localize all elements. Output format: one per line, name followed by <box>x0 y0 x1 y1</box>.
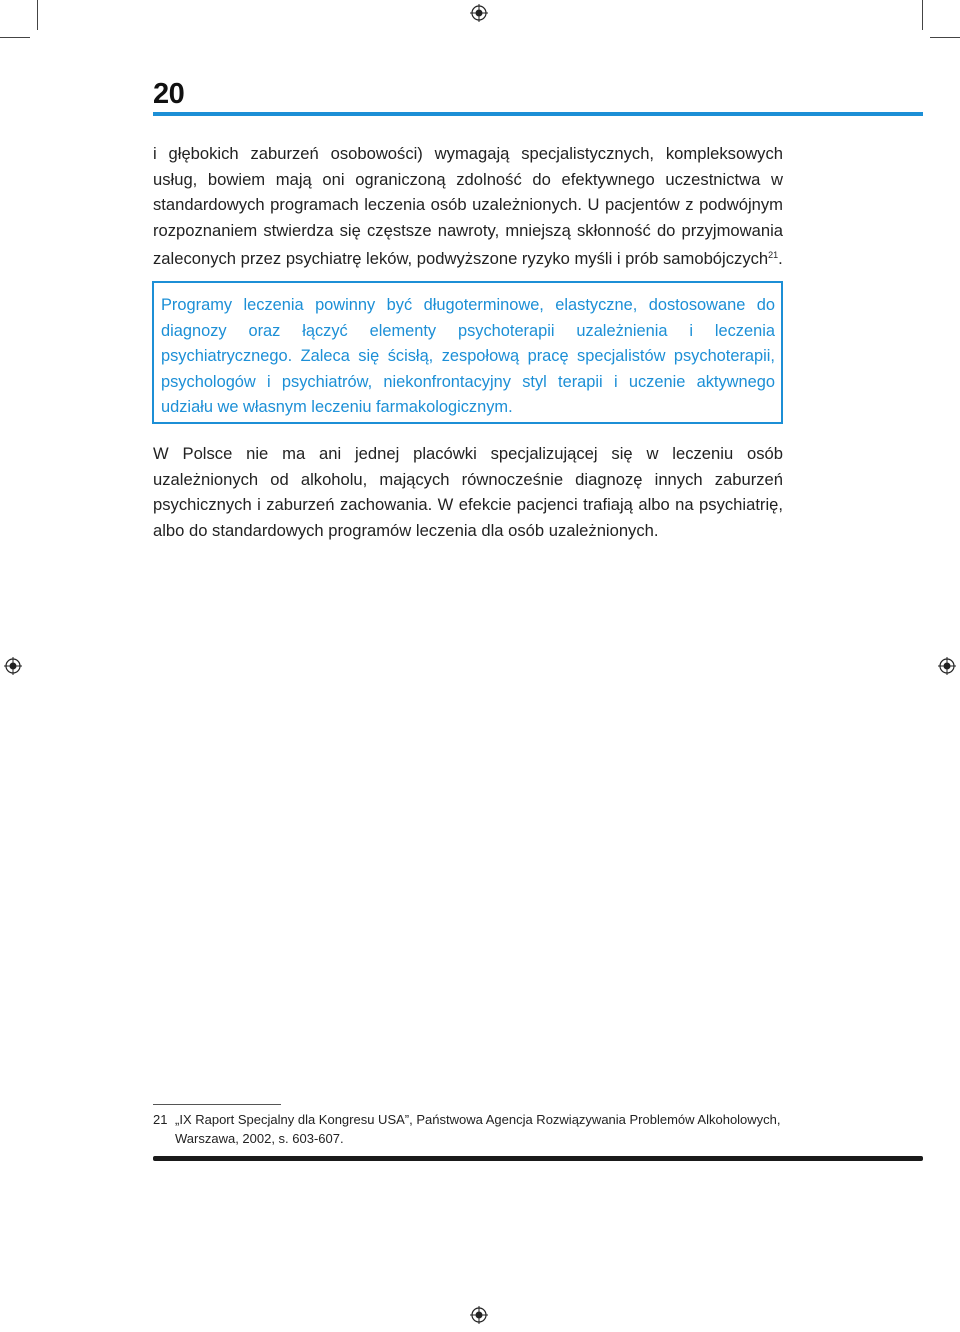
crop-mark-top-left-h <box>0 37 30 38</box>
crop-mark-top-right-h <box>930 37 960 38</box>
footer-rule <box>153 1156 923 1161</box>
registration-mark-icon <box>470 4 488 22</box>
crop-mark-top-left <box>37 0 38 30</box>
paragraph-poland: W Polsce nie ma ani jednej placówki specjalizującej się w leczeniu osób uzależnionych od alkoholu, mających równocześnie diagnozę innych zaburzeń psychicznych i zaburzeń zachowania. W efekcie pacjenci trafiają albo na psychiatrię, albo do standardowych programów leczenia dla osób uzależnionych. <box>153 444 783 540</box>
footnote-text: „IX Raport Specjalny dla Kongresu USA”, Państwowa Agencja Rozwiązywania Problemów Alkoholowych, Warszawa, 2002, s. 603-607. <box>175 1112 781 1146</box>
header-rule <box>153 112 923 116</box>
registration-mark-icon <box>470 1306 488 1324</box>
page-number: 20 <box>153 78 185 110</box>
footnote-reference[interactable]: 21 <box>768 250 779 260</box>
registration-mark-icon <box>938 657 956 675</box>
registration-mark-icon <box>4 657 22 675</box>
footnote-number: 21 <box>153 1112 168 1127</box>
crop-mark-top-right <box>922 0 923 30</box>
callout-box <box>152 281 783 424</box>
callout-text: Programy leczenia powinny być długoterminowe, elastyczne, dostosowane do diagnozy oraz łączyć elementy psychoterapii uzależnienia i leczenia psychiatrycznego. Zaleca się ścisłą, zespołową pracę specjalistów psychoterapii, psychologów i psychiatrów, niekonfrontacyjny styl terapii i uczenie aktywnego udziału we własnym leczeniu farmakologicznym. <box>161 296 775 416</box>
footnote-rule <box>153 1104 281 1105</box>
paragraph-intro-text: i głębokich zaburzeń osobowości) wymagają specjalistycznych, kompleksowych usług, bowiem mają oni ograniczoną zdolność do efektywnego uczestnictwa w standardowych programach leczenia osób uzależnionych. U pacjentów z podwójnym rozpoznaniem stwierdza się częstsze nawroty, mniejszą skłonność do przyjmowania zaleconych przez psychiatrę leków, podwyższone ryzyko myśli i prób samobójczych <box>153 144 783 268</box>
paragraph-intro: i głębokich zaburzeń osobowości) wymagają specjalistycznych, kompleksowych usług, bowiem mają oni ograniczoną zdolność do efektywnego uczestnictwa w standardowych programach leczenia osób uzależnionych. U pacjentów z podwójnym rozpoznaniem stwierdza się częstsze nawroty, mniejszą skłonność do przyjmowania zaleconych przez psychiatrę leków, podwyższone ryzyko myśli i prób samobójczych$^{21}$. <box>153 144 783 268</box>
footnote <box>153 1110 785 1148</box>
